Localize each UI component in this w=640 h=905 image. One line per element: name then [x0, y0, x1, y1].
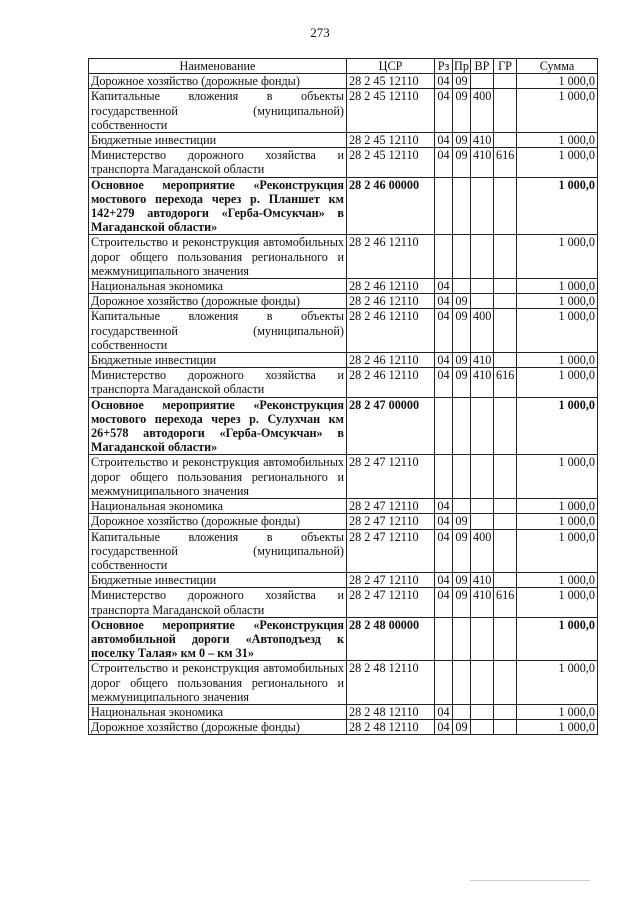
cell-csr: 28 2 47 00000	[347, 397, 435, 455]
footer-rule	[470, 880, 590, 881]
cell-name: Капитальные вложения в объекты государственной (муниципальной) собственности	[89, 309, 347, 353]
cell-sum: 1 000,0	[517, 74, 598, 89]
table-row	[89, 661, 598, 705]
cell-gr	[494, 89, 517, 133]
cell-vr: 400	[471, 309, 494, 353]
cell-rz	[435, 617, 453, 661]
cell-pr	[453, 617, 471, 661]
cell-sum: 1 000,0	[517, 514, 598, 529]
cell-name: Капитальные вложения в объекты государственной (муниципальной) собственности	[89, 529, 347, 573]
cell-rz	[435, 235, 453, 279]
cell-rz: 04	[435, 573, 453, 588]
cell-sum: 1 000,0	[517, 529, 598, 573]
cell-name: Дорожное хозяйство (дорожные фонды)	[89, 514, 347, 529]
cell-vr	[471, 397, 494, 455]
cell-sum: 1 000,0	[517, 353, 598, 368]
cell-rz: 04	[435, 704, 453, 719]
cell-rz: 04	[435, 279, 453, 294]
cell-sum: 1 000,0	[517, 397, 598, 455]
header-vr: ВР	[471, 59, 494, 74]
cell-gr	[494, 704, 517, 719]
cell-sum: 1 000,0	[517, 279, 598, 294]
cell-pr: 09	[453, 148, 471, 177]
table-row	[89, 133, 598, 148]
cell-pr	[453, 661, 471, 705]
cell-csr: 28 2 48 12110	[347, 720, 435, 735]
cell-pr: 09	[453, 353, 471, 368]
cell-csr: 28 2 48 12110	[347, 704, 435, 719]
cell-pr: 09	[453, 89, 471, 133]
cell-sum: 1 000,0	[517, 617, 598, 661]
cell-sum: 1 000,0	[517, 294, 598, 309]
cell-name: Строительство и реконструкция автомобильных дорог общего пользования регионального и межмуниципального значения	[89, 661, 347, 705]
cell-gr	[494, 133, 517, 148]
cell-gr	[494, 353, 517, 368]
cell-vr	[471, 294, 494, 309]
table-row	[89, 309, 598, 353]
header-gr: ГР	[494, 59, 517, 74]
cell-name: Основное мероприятие «Реконструкция мостового перехода через р. Планшет км 142+279 автодороги «Герба-Омсукчан» в Магаданской области»	[89, 177, 347, 235]
cell-rz: 04	[435, 368, 453, 397]
cell-gr: 616	[494, 368, 517, 397]
cell-vr	[471, 499, 494, 514]
header-sum: Сумма	[517, 59, 598, 74]
cell-name: Капитальные вложения в объекты государственной (муниципальной) собственности	[89, 89, 347, 133]
cell-rz	[435, 177, 453, 235]
cell-gr	[494, 720, 517, 735]
cell-csr: 28 2 48 12110	[347, 661, 435, 705]
cell-sum: 1 000,0	[517, 720, 598, 735]
table-row	[89, 89, 598, 133]
cell-sum: 1 000,0	[517, 133, 598, 148]
cell-csr: 28 2 47 12110	[347, 455, 435, 499]
cell-gr: 616	[494, 148, 517, 177]
cell-pr: 09	[453, 588, 471, 617]
cell-csr: 28 2 46 12110	[347, 294, 435, 309]
cell-csr: 28 2 47 12110	[347, 573, 435, 588]
page-number: 273	[310, 25, 330, 40]
table-header-row	[89, 59, 598, 74]
cell-name: Основное мероприятие «Реконструкция мостового перехода через р. Сулухчан км 26+578 автодороги «Герба-Омсукчан» в Магаданской области»	[89, 397, 347, 455]
cell-gr	[494, 74, 517, 89]
cell-name: Бюджетные инвестиции	[89, 133, 347, 148]
cell-gr	[494, 279, 517, 294]
cell-csr: 28 2 47 12110	[347, 499, 435, 514]
cell-pr: 09	[453, 529, 471, 573]
cell-gr	[494, 235, 517, 279]
cell-rz: 04	[435, 133, 453, 148]
table-row	[89, 294, 598, 309]
header-csr: ЦСР	[347, 59, 435, 74]
cell-name: Министерство дорожного хозяйства и транспорта Магаданской области	[89, 588, 347, 617]
cell-pr	[453, 455, 471, 499]
cell-vr	[471, 514, 494, 529]
cell-name: Национальная экономика	[89, 499, 347, 514]
table-row	[89, 177, 598, 235]
cell-name: Дорожное хозяйство (дорожные фонды)	[89, 294, 347, 309]
table-row	[89, 720, 598, 735]
cell-sum: 1 000,0	[517, 235, 598, 279]
cell-rz: 04	[435, 294, 453, 309]
table-row	[89, 353, 598, 368]
cell-csr: 28 2 46 12110	[347, 235, 435, 279]
cell-rz: 04	[435, 148, 453, 177]
cell-vr: 410	[471, 353, 494, 368]
cell-csr: 28 2 47 12110	[347, 588, 435, 617]
cell-csr: 28 2 45 12110	[347, 133, 435, 148]
cell-vr	[471, 74, 494, 89]
cell-csr: 28 2 45 12110	[347, 148, 435, 177]
cell-rz: 04	[435, 309, 453, 353]
budget-table	[88, 58, 598, 735]
cell-sum: 1 000,0	[517, 704, 598, 719]
cell-rz	[435, 661, 453, 705]
cell-pr	[453, 704, 471, 719]
cell-vr	[471, 177, 494, 235]
cell-rz: 04	[435, 720, 453, 735]
cell-pr: 09	[453, 720, 471, 735]
cell-gr	[494, 455, 517, 499]
cell-pr	[453, 177, 471, 235]
cell-rz: 04	[435, 89, 453, 133]
cell-gr	[494, 573, 517, 588]
cell-gr: 616	[494, 588, 517, 617]
cell-rz: 04	[435, 529, 453, 573]
table-row	[89, 704, 598, 719]
cell-gr	[494, 514, 517, 529]
cell-gr	[494, 661, 517, 705]
cell-gr	[494, 294, 517, 309]
cell-name: Дорожное хозяйство (дорожные фонды)	[89, 720, 347, 735]
cell-name: Бюджетные инвестиции	[89, 353, 347, 368]
cell-sum: 1 000,0	[517, 368, 598, 397]
cell-pr: 09	[453, 74, 471, 89]
cell-vr	[471, 720, 494, 735]
cell-gr	[494, 309, 517, 353]
cell-csr: 28 2 45 12110	[347, 74, 435, 89]
cell-sum: 1 000,0	[517, 455, 598, 499]
cell-vr: 410	[471, 588, 494, 617]
cell-rz: 04	[435, 588, 453, 617]
cell-name: Дорожное хозяйство (дорожные фонды)	[89, 74, 347, 89]
cell-gr	[494, 397, 517, 455]
table-row	[89, 499, 598, 514]
table-row	[89, 148, 598, 177]
cell-pr: 09	[453, 573, 471, 588]
cell-sum: 1 000,0	[517, 573, 598, 588]
table-row	[89, 455, 598, 499]
cell-vr: 410	[471, 148, 494, 177]
cell-pr	[453, 279, 471, 294]
cell-sum: 1 000,0	[517, 148, 598, 177]
table-row	[89, 235, 598, 279]
cell-name: Национальная экономика	[89, 279, 347, 294]
cell-rz: 04	[435, 514, 453, 529]
cell-pr: 09	[453, 133, 471, 148]
cell-pr: 09	[453, 309, 471, 353]
cell-name: Строительство и реконструкция автомобильных дорог общего пользования регионального и межмуниципального значения	[89, 235, 347, 279]
cell-gr	[494, 499, 517, 514]
cell-name: Национальная экономика	[89, 704, 347, 719]
cell-csr: 28 2 46 12110	[347, 309, 435, 353]
cell-rz	[435, 397, 453, 455]
cell-rz	[435, 455, 453, 499]
cell-sum: 1 000,0	[517, 499, 598, 514]
cell-vr	[471, 617, 494, 661]
cell-pr: 09	[453, 294, 471, 309]
table-row	[89, 573, 598, 588]
cell-pr	[453, 499, 471, 514]
cell-vr	[471, 661, 494, 705]
cell-csr: 28 2 48 00000	[347, 617, 435, 661]
cell-sum: 1 000,0	[517, 89, 598, 133]
cell-csr: 28 2 46 00000	[347, 177, 435, 235]
cell-vr: 410	[471, 573, 494, 588]
table-row	[89, 617, 598, 661]
cell-vr: 410	[471, 133, 494, 148]
cell-gr	[494, 617, 517, 661]
cell-vr: 410	[471, 368, 494, 397]
cell-vr	[471, 279, 494, 294]
cell-pr: 09	[453, 514, 471, 529]
table-row	[89, 514, 598, 529]
table-row	[89, 529, 598, 573]
cell-sum: 1 000,0	[517, 177, 598, 235]
cell-csr: 28 2 45 12110	[347, 89, 435, 133]
header-name: Наименование	[89, 59, 347, 74]
cell-gr	[494, 177, 517, 235]
header-pr: Пр	[454, 59, 469, 73]
cell-csr: 28 2 47 12110	[347, 529, 435, 573]
table-row	[89, 397, 598, 455]
cell-csr: 28 2 46 12110	[347, 279, 435, 294]
cell-rz: 04	[435, 353, 453, 368]
cell-name: Министерство дорожного хозяйства и транспорта Магаданской области	[89, 368, 347, 397]
cell-name: Строительство и реконструкция автомобильных дорог общего пользования регионального и межмуниципального значения	[89, 455, 347, 499]
cell-vr	[471, 455, 494, 499]
table-row	[89, 588, 598, 617]
cell-gr	[494, 529, 517, 573]
cell-pr: 09	[453, 368, 471, 397]
cell-vr: 400	[471, 89, 494, 133]
header-rz: Рз	[435, 59, 453, 74]
cell-vr	[471, 235, 494, 279]
cell-vr: 400	[471, 529, 494, 573]
table-row	[89, 74, 598, 89]
table-row	[89, 279, 598, 294]
cell-name: Бюджетные инвестиции	[89, 573, 347, 588]
cell-rz: 04	[435, 74, 453, 89]
cell-csr: 28 2 46 12110	[347, 353, 435, 368]
cell-csr: 28 2 47 12110	[347, 514, 435, 529]
cell-csr: 28 2 46 12110	[347, 368, 435, 397]
cell-rz: 04	[435, 499, 453, 514]
cell-sum: 1 000,0	[517, 661, 598, 705]
cell-sum: 1 000,0	[517, 309, 598, 353]
cell-vr	[471, 704, 494, 719]
cell-pr	[453, 397, 471, 455]
table-row	[89, 368, 598, 397]
cell-sum: 1 000,0	[517, 588, 598, 617]
cell-name: Министерство дорожного хозяйства и транспорта Магаданской области	[89, 148, 347, 177]
cell-pr	[453, 235, 471, 279]
cell-name: Основное мероприятие «Реконструкция автомобильной дороги «Автоподъезд к поселку Талая» км 0 – км 31»	[89, 617, 347, 661]
